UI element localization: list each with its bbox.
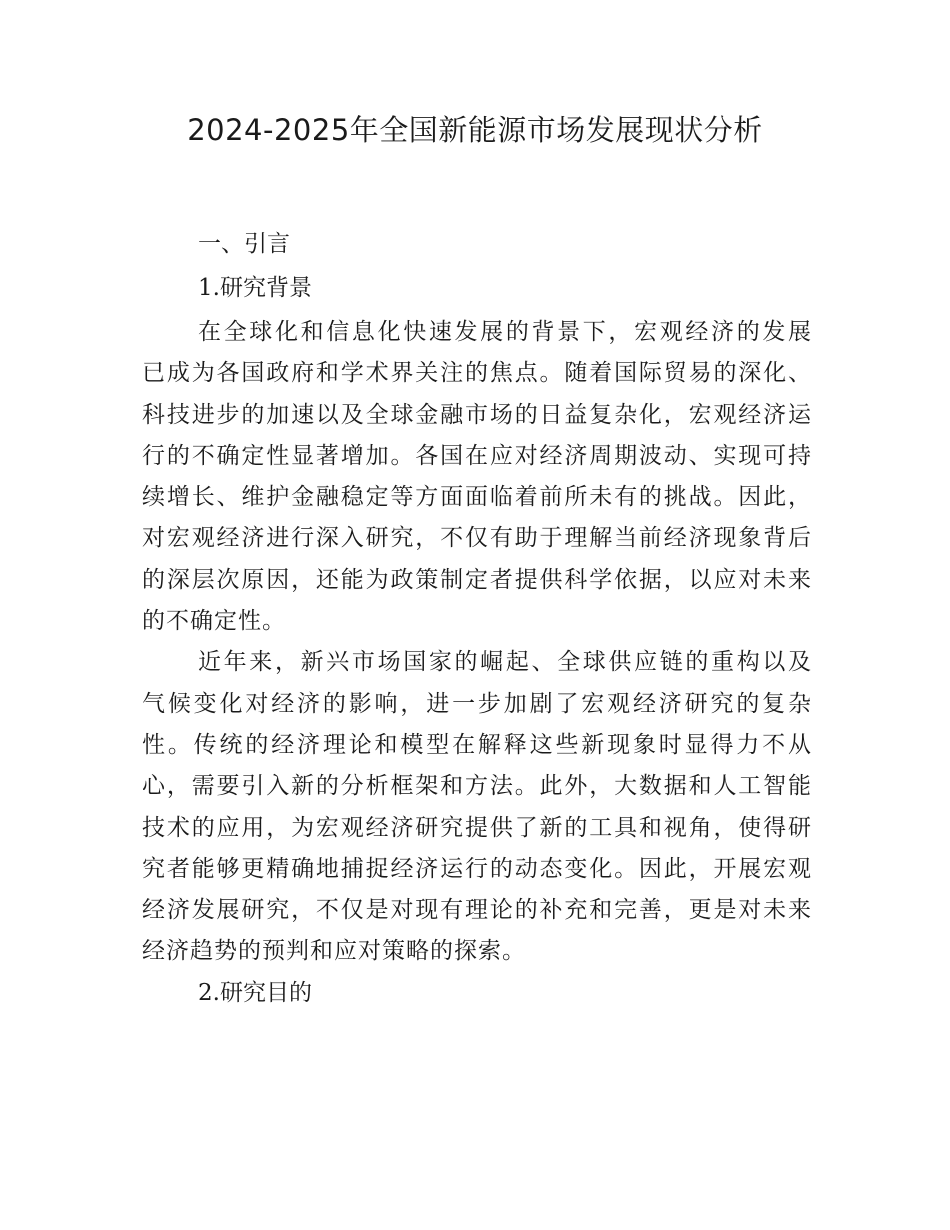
- paragraph-background-1: [142, 314, 812, 644]
- paragraph-line: 性。传统的经济理论和模型在解释这些新现象时显得力不从: [142, 731, 812, 758]
- paragraph-line: 究者能够更精确地捕捉经济运行的动态变化。因此，开展宏观: [142, 855, 812, 882]
- paragraph-background-2: [142, 644, 812, 974]
- paragraph-line: 已成为各国政府和学术界关注的焦点。随着国际贸易的深化、: [142, 360, 812, 387]
- paragraph-line: 在全球化和信息化快速发展的背景下，宏观经济的发展: [198, 319, 812, 345]
- section-heading-introduction: 一、引言: [198, 231, 290, 257]
- subsection-heading-research-purpose: 2.研究目的: [198, 979, 312, 1006]
- paragraph-line: 经济趋势的预判和应对策略的探索。: [142, 938, 526, 965]
- paragraph-line: 近年来，新兴市场国家的崛起、全球供应链的重构以及: [198, 649, 812, 676]
- paragraph-line: 技术的应用，为宏观经济研究提供了新的工具和视角，使得研: [142, 814, 812, 841]
- paragraph-line: 的深层次原因，还能为政策制定者提供科学依据，以应对未来: [142, 566, 812, 593]
- document-title: 2024-2025年全国新能源市场发展现状分析: [187, 113, 763, 147]
- paragraph-line: 行的不确定性显著增加。各国在应对经济周期波动、实现可持: [142, 442, 812, 469]
- paragraph-line: 对宏观经济进行深入研究，不仅有助于理解当前经济现象背后: [142, 525, 812, 552]
- paragraph-line: 的不确定性。: [142, 608, 286, 635]
- paragraph-line: 经济发展研究，不仅是对现有理论的补充和完善，更是对未来: [142, 897, 812, 924]
- subsection-heading-research-background: 1.研究背景: [198, 275, 312, 301]
- paragraph-line: 气候变化对经济的影响，进一步加剧了宏观经济研究的复杂: [142, 690, 812, 717]
- paragraph-line: 科技进步的加速以及全球金融市场的日益复杂化，宏观经济运: [142, 401, 812, 428]
- paragraph-line: 续增长、维护金融稳定等方面面临着前所未有的挑战。因此，: [142, 484, 812, 511]
- paragraph-line: 心，需要引入新的分析框架和方法。此外，大数据和人工智能: [142, 773, 812, 800]
- document-body: [142, 226, 812, 1019]
